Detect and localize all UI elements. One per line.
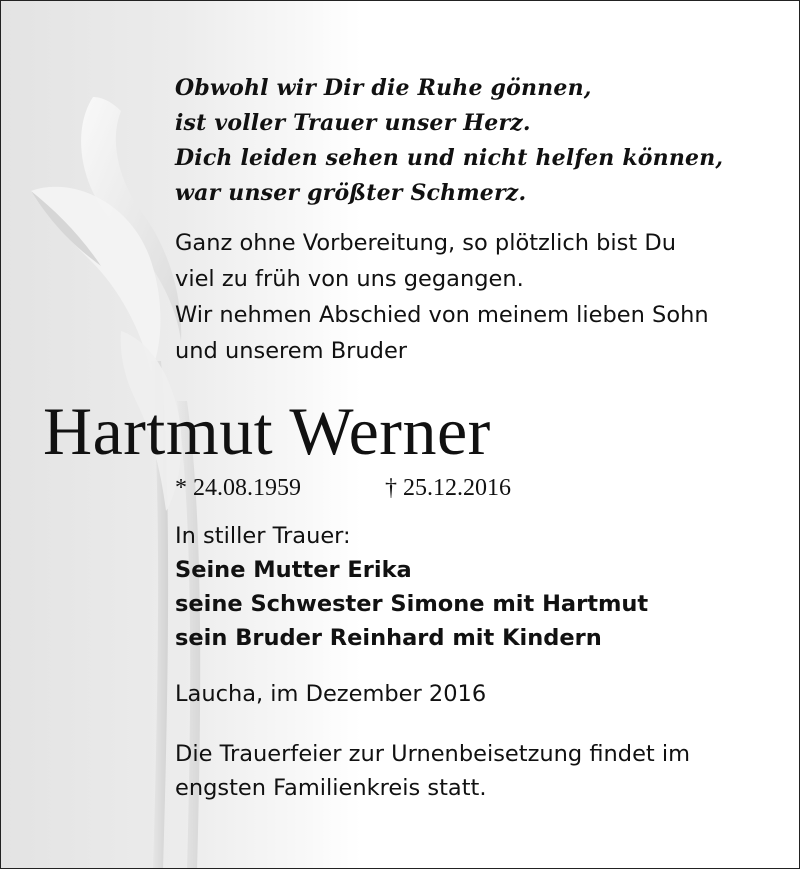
poem-line: Obwohl wir Dir die Ruhe gönnen, <box>175 75 592 101</box>
life-dates <box>175 471 511 505</box>
funeral-line: engsten Familienkreis statt. <box>175 775 487 801</box>
deceased-name: Hartmut Werner <box>43 393 491 469</box>
death-date: † 25.12.2016 <box>385 475 511 501</box>
mourner-name: seine Schwester Simone mit Hartmut <box>175 591 649 617</box>
mourners <box>175 519 648 655</box>
mourner-name: sein Bruder Reinhard mit Kindern <box>175 625 602 651</box>
poem <box>175 71 723 211</box>
mourners-heading: In stiller Trauer: <box>175 523 351 549</box>
intro-line: viel zu früh von uns gegangen. <box>175 266 524 292</box>
poem-line: war unser größter Schmerz. <box>175 180 527 206</box>
poem-line: ist voller Trauer unser Herz. <box>175 110 531 136</box>
mourner-name: Seine Mutter Erika <box>175 557 412 583</box>
poem-line: Dich leiden sehen und nicht helfen können, <box>175 145 724 171</box>
intro-line: Wir nehmen Abschied von meinem lieben Sohn <box>175 302 709 328</box>
intro-text <box>175 225 709 369</box>
funeral-line: Die Trauerfeier zur Urnenbeisetzung findet im <box>175 741 691 767</box>
birth-date: * 24.08.1959 <box>175 475 301 501</box>
intro-line: Ganz ohne Vorbereitung, so plötzlich bist Du <box>175 230 676 256</box>
intro-line: und unserem Bruder <box>175 338 408 364</box>
funeral-note <box>175 737 690 805</box>
place-date: Laucha, im Dezember 2016 <box>175 681 487 707</box>
